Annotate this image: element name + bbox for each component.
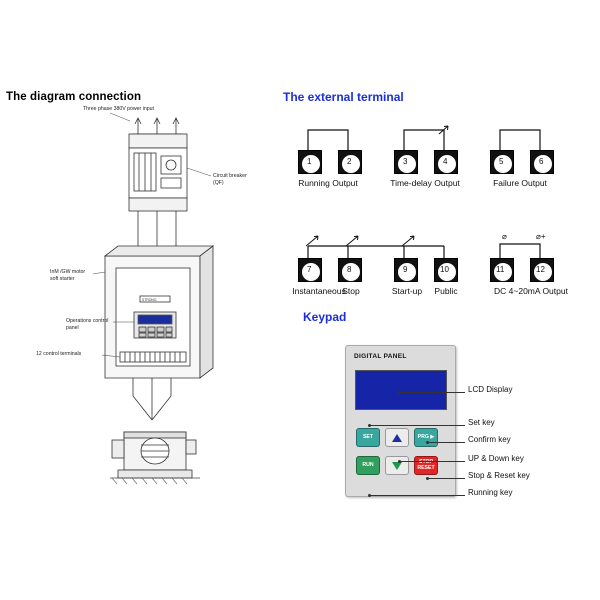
meter-plus-mark: ⌀+	[536, 232, 546, 241]
connection-diagram	[0, 0, 270, 520]
terminal-row-2	[292, 228, 596, 308]
terminal-number-1: 1	[307, 157, 312, 166]
callout-line-confirm	[428, 442, 465, 443]
callout-line-stop	[428, 478, 465, 479]
label-circuit-breaker: Circuit breaker	[213, 173, 247, 179]
terminal-box-10[interactable]	[434, 258, 458, 282]
label-control-panel: Operations control	[66, 318, 109, 324]
label-power-input: Three phase 380V power input	[83, 106, 154, 112]
terminal-box-11[interactable]	[490, 258, 514, 282]
meter-minus-mark: ⌀	[502, 232, 507, 241]
terminal-number-12: 12	[536, 265, 545, 274]
page-title-external-terminal: The external terminal	[283, 90, 404, 104]
page-title-diagram-connection: The diagram connection	[6, 91, 142, 103]
terminal-number-10: 10	[440, 265, 449, 274]
label-control-panel-2: panel	[66, 325, 79, 331]
triangle-up-icon	[392, 434, 402, 442]
callout-up-down-key: UP & Down key	[468, 454, 524, 463]
terminal-number-5: 5	[499, 157, 504, 166]
keypad-title: DIGITAL PANEL	[354, 353, 407, 360]
label-soft-starter-2: soft starter	[50, 276, 75, 282]
callout-dot-updown	[398, 460, 401, 463]
terminal-box-3[interactable]	[394, 150, 418, 174]
keypad-panel[interactable]	[345, 345, 456, 497]
callout-line-running	[370, 495, 465, 496]
terminal-box-7[interactable]	[298, 258, 322, 282]
stop-reset-button[interactable]: STOP RESET	[414, 456, 438, 475]
terminal-caption-dc-output: DC 4~20mA Output	[494, 286, 568, 296]
terminal-box-4[interactable]	[434, 150, 458, 174]
callout-line-set	[370, 425, 465, 426]
terminal-number-4: 4	[443, 157, 448, 166]
lcd-display	[355, 370, 447, 410]
prg-confirm-button[interactable]: PRG ▶	[414, 428, 438, 447]
triangle-down-icon	[392, 462, 402, 470]
terminal-number-2: 2	[347, 157, 352, 166]
run-button[interactable]: RUN	[356, 456, 380, 475]
label-control-terminals: 12 control terminals	[36, 351, 82, 357]
callout-running-key: Running key	[468, 488, 513, 497]
page-title-keypad: Keypad	[303, 310, 347, 324]
terminal-caption-public: Public	[434, 286, 458, 296]
svg-text:STRONG: STRONG	[142, 298, 157, 302]
callout-dot-running	[368, 494, 371, 497]
terminal-box-1[interactable]	[298, 150, 322, 174]
connection-diagram-svg	[0, 0, 270, 520]
terminal-box-2[interactable]	[338, 150, 362, 174]
callout-dot-confirm	[426, 441, 429, 444]
set-button[interactable]: SET	[356, 428, 380, 447]
down-key[interactable]	[385, 456, 409, 475]
terminal-box-9[interactable]	[394, 258, 418, 282]
terminal-caption-failure-output: Failure Output	[493, 178, 547, 188]
up-key[interactable]	[385, 428, 409, 447]
callout-stop-reset-key: Stop & Reset key	[468, 471, 530, 480]
terminal-number-9: 9	[403, 265, 408, 274]
terminal-box-8[interactable]	[338, 258, 362, 282]
terminal-caption-instantaneous: Instantaneous	[292, 286, 346, 296]
terminal-number-8: 8	[347, 265, 352, 274]
terminal-caption-start-up: Start-up	[391, 286, 423, 296]
terminal-caption-time-delay-output: Time-delay Output	[390, 178, 460, 188]
callout-confirm-key: Confirm key	[468, 435, 511, 444]
terminal-caption-running-output: Running Output	[298, 178, 358, 188]
callout-line-lcd	[400, 392, 465, 393]
terminal-caption-stop: Stop	[342, 286, 360, 296]
callout-set-key: Set key	[468, 418, 495, 427]
callout-lcd-display: LCD Display	[468, 385, 513, 394]
terminal-number-3: 3	[403, 157, 408, 166]
callout-line-updown	[400, 461, 465, 462]
label-circuit-breaker-qf: (QF)	[213, 180, 224, 186]
terminal-number-6: 6	[539, 157, 544, 166]
terminal-box-6[interactable]	[530, 150, 554, 174]
terminal-box-12[interactable]	[530, 258, 554, 282]
callout-dot-stop	[426, 477, 429, 480]
label-soft-starter: InM /GW motor	[50, 269, 86, 275]
callout-dot-set	[368, 424, 371, 427]
callout-dot-lcd	[398, 391, 401, 394]
terminal-number-7: 7	[307, 265, 312, 274]
terminal-row-1	[296, 118, 596, 198]
terminal-box-5[interactable]	[490, 150, 514, 174]
terminal-number-11: 11	[496, 265, 505, 274]
